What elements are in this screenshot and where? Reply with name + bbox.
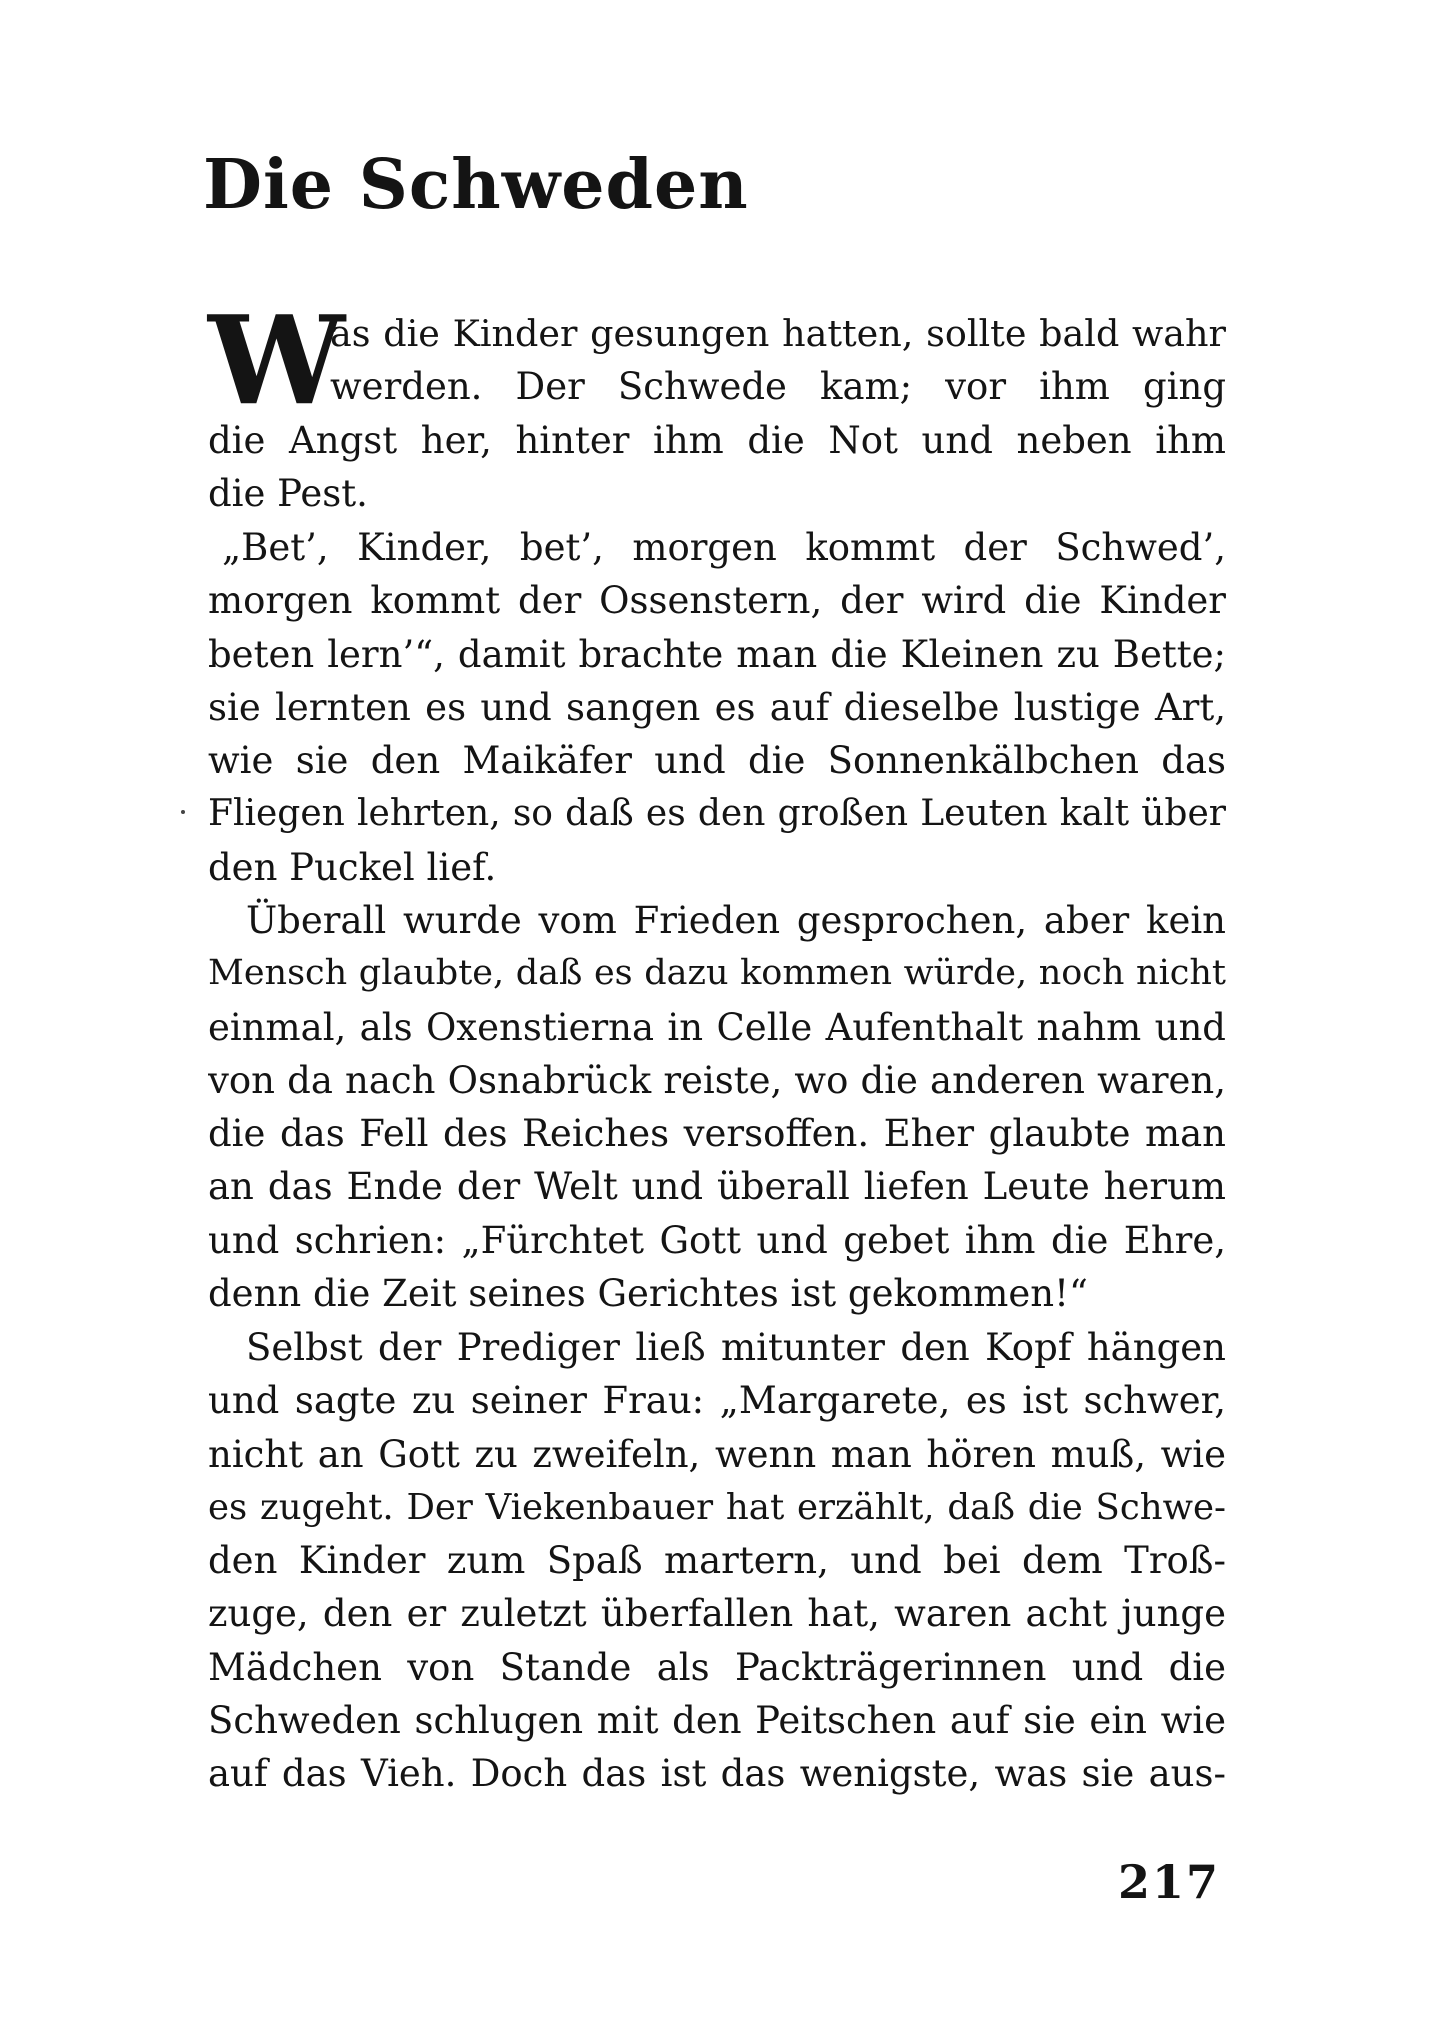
paragraph-4 (208, 1321, 1226, 1801)
print-speck (181, 810, 185, 814)
page-number: 217 (1118, 1855, 1221, 1909)
text-line: und sagte zu seiner Frau: „Margarete, es ist schwer, (208, 1379, 1226, 1423)
text-line: „Bet’, Kinder, bet’, morgen kommt der Schwed’, (222, 526, 1226, 569)
text-line: wie sie den Maikäfer und die Sonnenkälbchen das (208, 739, 1226, 783)
text-line: Mensch glaubte, daß es dazu kommen würde, noch nicht (208, 953, 1226, 994)
paragraph-3 (208, 894, 1226, 1320)
text-line: Überall wurde vom Frieden gesprochen, aber kein (246, 899, 1226, 942)
text-line: an das Ende der Welt und überall liefen Leute herum (208, 1165, 1226, 1209)
text-line: es zugeht. Der Viekenbauer hat erzählt, daß die Schwe- (208, 1486, 1226, 1528)
text-line: von da nach Osnabrück reiste, wo die anderen waren, (208, 1058, 1226, 1102)
text-line: Mädchen von Stande als Packträgerinnen und die (208, 1645, 1226, 1689)
text-line: die Angst her, hinter ihm die Not und neben ihm (208, 419, 1226, 462)
text-line: werden. Der Schwede kam; vor ihm ging (330, 365, 1226, 409)
drop-cap: W (208, 288, 346, 432)
text-line: auf das Vieh. Doch das ist das wenigste, was sie aus- (208, 1752, 1226, 1796)
text-line: den Kinder zum Spaß martern, und bei dem Troß- (208, 1539, 1226, 1583)
text-line: und schrien: „Fürchtet Gott und gebet ihm die Ehre, (208, 1218, 1226, 1262)
text-line: die das Fell des Reiches versoffen. Eher glaubte man (208, 1112, 1226, 1156)
text-line: denn die Zeit seines Gerichtes ist gekommen!“ (208, 1272, 1088, 1316)
text-line: Schweden schlugen mit den Peitschen auf sie ein wie (208, 1699, 1226, 1743)
text-line: morgen kommt der Ossenstern, der wird die Kinder (208, 579, 1226, 623)
text-line: den Puckel lief. (208, 845, 497, 889)
text-line: sie lernten es und sangen es auf dieselbe lustige Art, (208, 685, 1226, 729)
text-line: zuge, den er zuletzt überfallen hat, waren acht junge (208, 1592, 1226, 1636)
text-line: die Pest. (208, 472, 368, 516)
text-line: einmal, als Oxenstierna in Celle Aufenthalt nahm und (208, 1005, 1226, 1049)
paragraph-2 (208, 521, 1226, 894)
chapter-title: Die Schweden (203, 145, 749, 225)
text-line: Selbst der Prediger ließ mitunter den Kopf hängen (246, 1326, 1226, 1369)
text-line: as die Kinder gesungen hatten, sollte bald wahr (330, 312, 1226, 355)
text-line: nicht an Gott zu zweifeln, wenn man hören muß, wie (208, 1432, 1226, 1476)
text-line: beten lern’“, damit brachte man die Kleinen zu Bette; (208, 632, 1226, 676)
text-line: Fliegen lehrten, so daß es den großen Leuten kalt über (208, 793, 1226, 835)
paragraph-1 (208, 414, 1226, 521)
drop-cap-lines (330, 307, 1226, 414)
